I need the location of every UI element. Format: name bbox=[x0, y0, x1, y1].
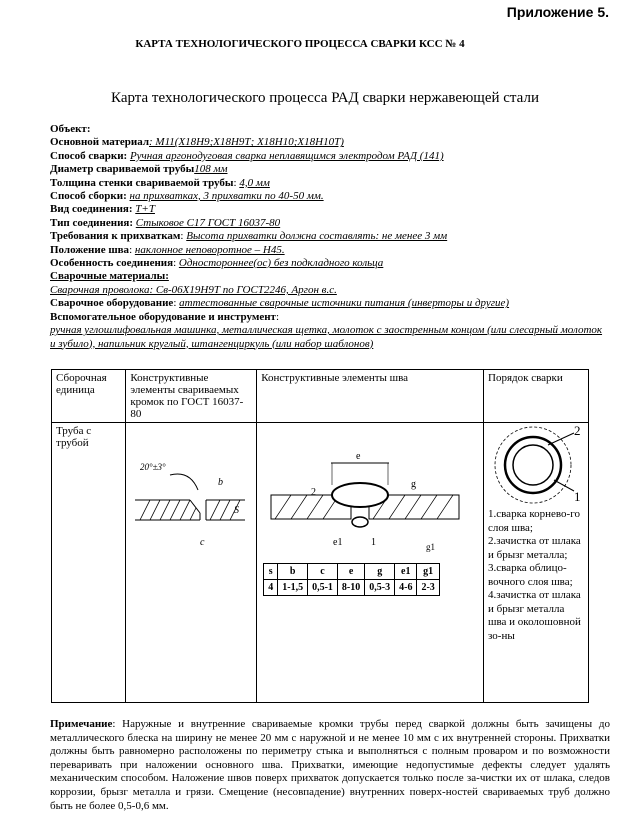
ring-2-label: 2 bbox=[574, 425, 581, 438]
unit-cell: Труба с трубой bbox=[52, 423, 126, 703]
aux-value: ручная углошлифовальная машинка, металлическая щетка, молоток с заостренным концом (или слесарный молоток и зубило), напильник круглый, штангенциркуль (или набор шаблонов) bbox=[50, 324, 603, 350]
e1-label: e1 bbox=[333, 537, 343, 548]
assembly-value: на прихватках, 3 прихватки по 40-50 мм. bbox=[129, 190, 324, 203]
tack-label: Требования к прихваткам bbox=[50, 230, 181, 243]
edges-drawing-cell bbox=[126, 423, 257, 703]
n2-label: 2 bbox=[311, 487, 317, 498]
seam-drawing-cell bbox=[257, 423, 484, 703]
edge-prep-drawing bbox=[130, 445, 250, 565]
dims-value-cell: 8-10 bbox=[337, 580, 364, 596]
equipment-value: аттестованные сварочные источники питания (инверторы и другие) bbox=[179, 297, 510, 310]
joint-type-value: Т+Т bbox=[135, 203, 155, 216]
note-label: Примечание bbox=[50, 718, 113, 730]
seam-drawing bbox=[261, 435, 473, 560]
assembly-label: Способ сборки: bbox=[50, 190, 127, 203]
tack-value: Высота прихватки должна составлять: не менее 3 мм bbox=[186, 230, 448, 243]
appendix-label: Приложение 5. bbox=[506, 4, 609, 20]
order-step: 4.зачистка от шлака и брызг металла шва и околошовной зо-ны bbox=[488, 589, 581, 642]
dims-header-cell: c bbox=[308, 564, 338, 580]
diameter-value: 108 мм bbox=[194, 163, 228, 176]
dims-header-cell: b bbox=[278, 564, 308, 580]
position-label: Положение шва bbox=[50, 243, 130, 256]
joint-kind-value: Стыковое С17 ГОСТ 16037-80 bbox=[135, 216, 281, 229]
order-step: 1.сварка корнево-го слоя шва; bbox=[488, 508, 580, 534]
wall-value: 4,0 мм bbox=[239, 176, 270, 189]
dims-value-cell: 1-1,5 bbox=[278, 580, 308, 596]
order-steps bbox=[488, 508, 584, 643]
n1-label: 1 bbox=[371, 537, 377, 548]
method-label: Способ сварки: bbox=[50, 149, 128, 162]
dims-value-cell: 4-6 bbox=[395, 580, 417, 596]
consumables-value: Сварочная проволока: Св-06Х19Н9Т по ГОСТ2246, Аргон в.с. bbox=[50, 283, 337, 296]
header-unit: Сборочная единица bbox=[52, 370, 126, 423]
dims-value-cell: 2-3 bbox=[417, 580, 439, 596]
diameter-label: Диаметр свариваемой трубы bbox=[50, 163, 195, 176]
dims-header-cell: e1 bbox=[395, 564, 417, 580]
s-label: S bbox=[234, 505, 240, 516]
material-value: : М11(Х18Н9;Х18Н9Т; Х18Н10;Х18Н10Т) bbox=[149, 136, 344, 149]
e-label: e bbox=[356, 451, 361, 462]
position-value: наклонное неповоротное – Н45. bbox=[134, 243, 285, 256]
dims-header-cell: s bbox=[264, 564, 278, 580]
g1-label: g1 bbox=[426, 542, 436, 552]
order-step: 2.зачистка от шлака и брызг металла; bbox=[488, 535, 581, 561]
card-header-title: КАРТА ТЕХНОЛОГИЧЕСКОГО ПРОЦЕССА СВАРКИ КСС № 4 bbox=[135, 38, 465, 50]
b-label: b bbox=[218, 477, 224, 488]
aux-label: Вспомогательное оборудование и инструмент bbox=[50, 310, 276, 323]
header-edges: Конструктивные элементы свариваемых кромок по ГОСТ 16037-80 bbox=[126, 370, 257, 423]
note-text: : Наружные и внутренние свариваемые кромки трубы перед сваркой должны быть зачищены до металлического блеска на ширину не менее 20 мм с наружной и не менее 10 мм с их внутренней стороны. Прихватки должны быть равномерно расположены по периметру стыка и выполняться с полным проваром и по возможности переваривать при наложении основного шва. Прихватки, имеющие недопустимые дефекты следует удалять механическим способом. Наложение швов поверх прихваток допускается только после за-чистки их от шлака, следов коррозии, брызг металла и грязи. Смещение (несовпадение) внутренних поверх-ностей свариваемых труб должно быть не более 0,5-0,6 мм. bbox=[50, 718, 610, 812]
note-block bbox=[50, 718, 610, 813]
dims-value-cell: 0,5-1 bbox=[308, 580, 338, 596]
ring-1-label: 1 bbox=[574, 489, 581, 504]
joint-type-label: Вид соединения: bbox=[50, 203, 133, 216]
joint-kind-label: Тип соединения: bbox=[50, 216, 134, 229]
dims-header-cell: e bbox=[337, 564, 364, 580]
dims-header-cell: g bbox=[365, 564, 395, 580]
method-value: Ручная аргонодуговая сварка неплавящимся электродом РАД (141) bbox=[129, 149, 444, 162]
dimensions-table bbox=[263, 563, 440, 596]
consumables-label: Сварочные материалы: bbox=[50, 270, 169, 283]
process-fields: Объект: Основной материал: М11(Х18Н9;Х18Н9Т; Х18Н10;Х18Н10Т) Способ сварки: Ручная аргонодуговая сварка неплавящимся электродом РАД (141) Диаметр свариваемой трубы108 мм Толщина стенки свариваемой трубы: 4,0 мм Способ сборки: на прихватках, 3 прихватки по 40-50 мм. Вид соединения: Т+Т Тип соединения: Стыковое С17 ГОСТ 16037-80 Требования к прихваткам: Высота прихватки должна составлять: не менее 3 мм Положение шва: наклонное неповоротное – Н45. Особенность соединения: Одностороннее(ос) без подкладного кольца Сварочные материалы: Сварочная проволока: Св-06Х19Н9Т по ГОСТ2246, Аргон в.с. Сварочное оборудование: аттестованные сварочные источники питания (инверторы и другие) Вспомогательное оборудование и инструмент: ручная углошлифовальная машинка, металлическая щетка, молоток с заостренным концом (или слесарный молоток и зубило), напильник круглый, штангенциркуль (или набор шаблонов) bbox=[50, 123, 603, 350]
header-order: Порядок сварки bbox=[484, 370, 589, 423]
dims-value-cell: 0,5-3 bbox=[365, 580, 395, 596]
object-label: Объект: bbox=[50, 123, 91, 135]
page-title: Карта технологического процесса РАД сварки нержавеющей стали bbox=[111, 90, 539, 106]
order-step: 3.сварка облицо-вочного слоя шва; bbox=[488, 562, 573, 588]
dims-header-cell: g1 bbox=[417, 564, 439, 580]
equipment-label: Сварочное оборудование bbox=[50, 297, 174, 310]
header-seam: Конструктивные элементы шва bbox=[257, 370, 484, 423]
dims-value-cell: 4 bbox=[264, 580, 278, 596]
c-label: c bbox=[200, 537, 205, 548]
feature-label: Особенность соединения bbox=[50, 257, 174, 270]
order-cell bbox=[484, 423, 589, 703]
feature-value: Одностороннее(ос) без подкладного кольца bbox=[178, 257, 384, 270]
angle-label: 20°±3° bbox=[140, 462, 166, 472]
process-table bbox=[51, 369, 589, 703]
g-label: g bbox=[411, 479, 417, 490]
material-label: Основной материал bbox=[50, 136, 150, 149]
wall-label: Толщина стенки свариваемой трубы bbox=[50, 176, 234, 189]
pipe-section-drawing bbox=[488, 425, 584, 505]
